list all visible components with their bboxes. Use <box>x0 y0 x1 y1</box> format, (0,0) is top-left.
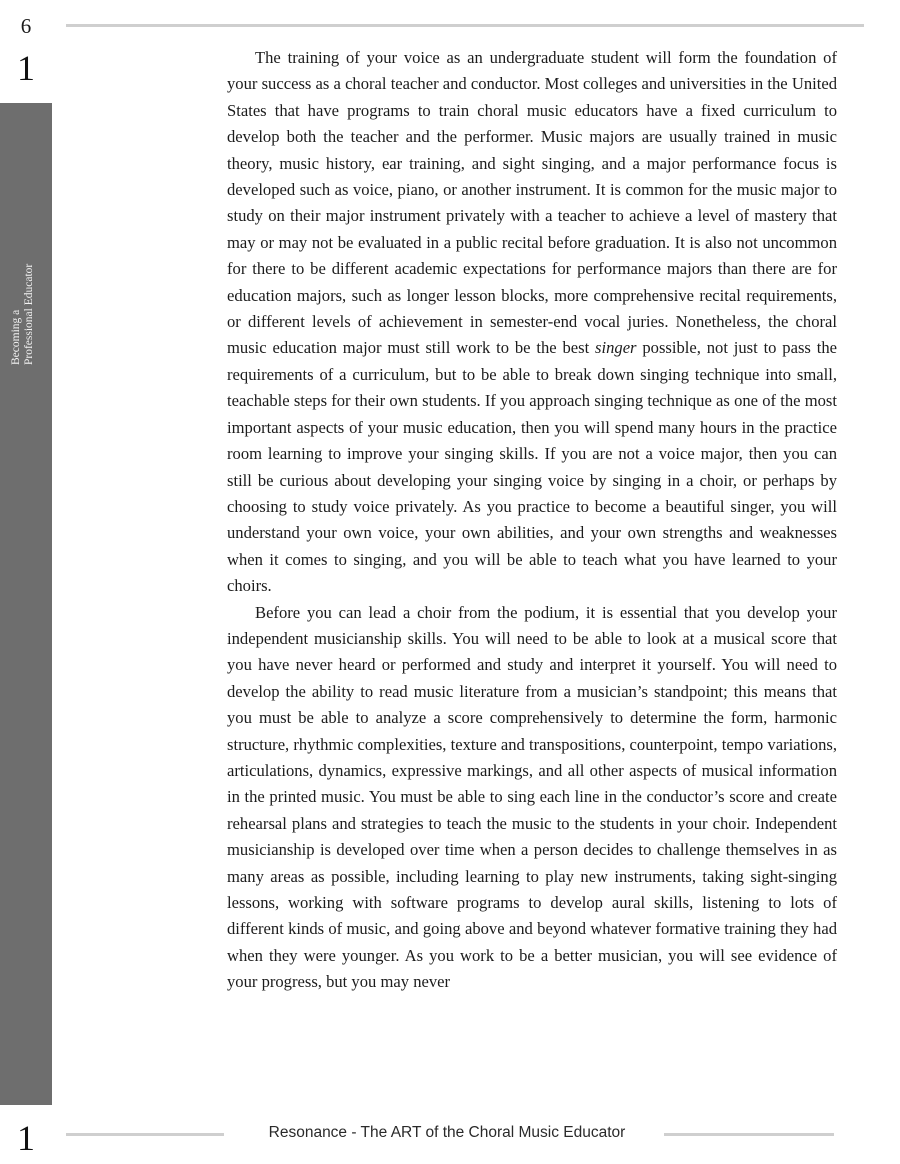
emphasis-singer: singer <box>595 338 637 358</box>
chapter-number-top: 1 <box>17 48 35 88</box>
chapter-tab-label-line-1: Becoming a <box>10 309 22 365</box>
paragraph <box>227 45 837 600</box>
paragraph-1-text-b: possible, not just to pass the requirements of a curriculum, but to be able to break down singing technique into small, teachable steps for their own students. If you approach singing technique as one of the most important aspects of your music education, then you will spend many hours in the practice room learning to improve your singing skills. If you are not a voice major, then you can still be curious about developing your singing voice by singing in a choir, or perhaps by choosing to study voice privately. As you practice to become a beautiful singer, you will understand your own voice, your own abilities, and your own strengths and weaknesses when it comes to singing, and you will be able to teach what you have learned to your choirs. <box>227 338 837 596</box>
paragraph-1-text-a: The training of your voice as an undergraduate student will form the foundation of your success as a choral teacher and conductor. Most colleges and universities in the United States that have programs to train choral music educators have a fixed curriculum to develop both the teacher and the performer. Music majors are usually trained in music theory, music history, ear training, and sight singing, and a major performance focus is developed such as voice, piano, or another instrument. It is common for the music major to study on their major instrument privately with a teacher to achieve a level of mastery that may or may not be evaluated in a public recital before graduation. It is also not uncommon for there to be different academic expectations for performance majors than there are for education majors, such as longer lesson blocks, more comprehensive recital requirements, or different levels of achievement in semester-end vocal juries. Nonetheless, the choral music education major must still work to be the best <box>227 48 837 358</box>
body-text <box>227 45 837 996</box>
header-rule <box>66 24 864 27</box>
running-footer: Resonance - The ART of the Choral Music Educator <box>268 1124 626 1141</box>
chapter-tab-label <box>10 165 36 365</box>
page-number: 6 <box>20 14 32 38</box>
margin-column <box>0 0 52 1164</box>
footer-rule-left <box>66 1133 224 1136</box>
chapter-number-bottom: 1 <box>17 1118 35 1158</box>
chapter-tab <box>0 103 52 1105</box>
footer-rule-right <box>664 1133 834 1136</box>
chapter-tab-label-line-2: Professional Educator <box>23 263 35 365</box>
paragraph: Before you can lead a choir from the podium, it is essential that you develop your independent musicianship skills. You will need to be able to look at a musical score that you have never heard or performed and study and interpret it yourself. You will need to develop the ability to read music literature from a musician’s standpoint; this means that you must be able to analyze a score comprehensively to determine the form, harmonic structure, rhythmic complexities, texture and transpositions, counterpoint, tempo variations, articulations, dynamics, expressive markings, and all other aspects of musical information in the printed music. You must be able to sing each line in the conductor’s score and create rehearsal plans and strategies to teach the music to the students in your choir. Independent musicianship is developed over time when a person decides to challenge themselves in as many areas as possible, including learning to play new instruments, taking sight-singing lessons, working with software programs to develop aural skills, listening to lots of different kinds of music, and going above and beyond whatever formative training they had when they were younger. As you work to be a better musician, you will see evidence of your progress, but you may never <box>227 602 837 992</box>
